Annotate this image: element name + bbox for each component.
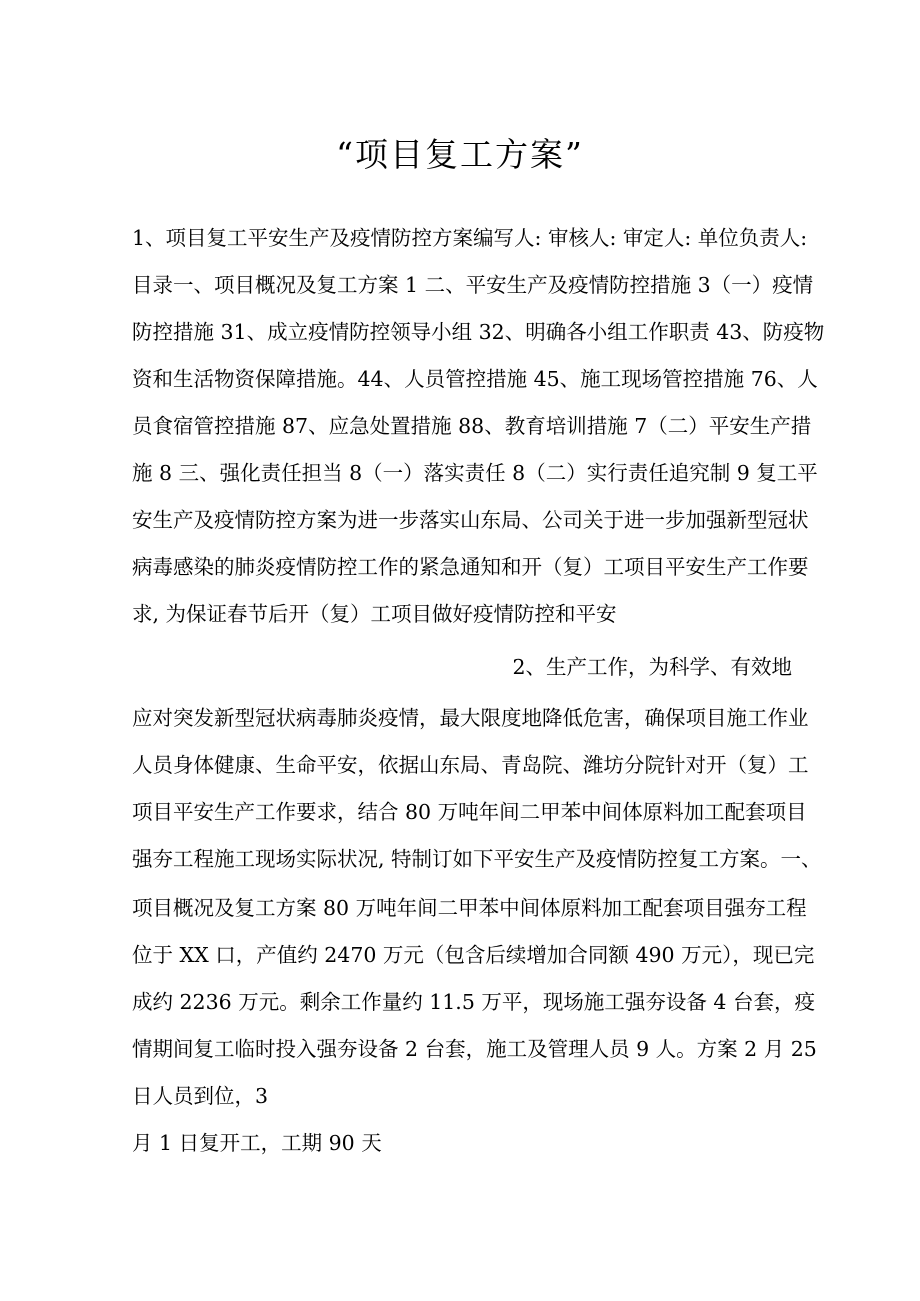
paragraph-line: 目录一、项目概况及复工方案 1 二、平安生产及疫情防控措施 3（一）疫情 [132,273,814,297]
paragraph-line: 应对突发新型冠状病毒肺炎疫情，最大限度地降低危害，确保项目施工作业 [132,706,809,730]
paragraph-line: 情期间复工临时投入强夯设备 2 台套，施工及管理人员 9 人。方案 2 月 25 [132,1037,817,1061]
paragraph-line: 项目平安生产工作要求，结合 80 万吨年间二甲苯中间体原料加工配套项目 [132,800,807,824]
paragraph-line: 防控措施 31、成立疫情防控领导小组 32、明确各小组工作职责 43、防疫物 [132,320,825,344]
paragraph-line: 位于 XX 口，产值约 2470 万元（包含后续增加合同额 490 万元），现已完 [132,943,815,967]
paragraph-line: 2、生产工作，为科学、有效地 [512,655,792,679]
paragraph-line: 资和生活物资保障措施。44、人员管控措施 45、施工现场管控措施 76、人 [132,367,818,391]
paragraph-line: 人员身体健康、生命平安，依据山东局、青岛院、潍坊分院针对开（复）工 [132,753,809,777]
paragraph-line: 求, 为保证春节后开（复）工项目做好疫情防控和平安 [132,602,617,626]
paragraph-line: 项目概况及复工方案 80 万吨年间二甲苯中间体原料加工配套项目强夯工程 [132,896,807,920]
paragraph-line: 月 1 日复开工，工期 90 天 [132,1131,382,1155]
paragraph-line: 员食宿管控措施 87、应急处置措施 88、教育培训措施 7（二）平安生产措 [132,414,812,438]
paragraph-line: 安生产及疫情防控方案为进一步落实山东局、公司关于进一步加强新型冠状 [132,508,809,532]
paragraph-line: 1、项目复工平安生产及疫情防控方案编写人: 审核人: 审定人: 单位负责人: [132,226,808,250]
paragraph-line: 日人员到位，3 [132,1084,269,1108]
paragraph-line: 成约 2236 万元。剩余工作量约 11.5 万平，现场施工强夯设备 4 台套，疫 [132,990,815,1014]
paragraph-line: 病毒感染的肺炎疫情防控工作的紧急通知和开（复）工项目平安生产工作要 [132,555,809,579]
paragraph-line: 强夯工程施工现场实际状况, 特制订如下平安生产及疫情防控复工方案。一、 [132,847,822,871]
document-title: “项目复工方案” [336,135,584,174]
paragraph-line: 施 8 三、强化责任担当 8（一）落实责任 8（二）实行责任追究制 9 复工平 [132,461,818,485]
